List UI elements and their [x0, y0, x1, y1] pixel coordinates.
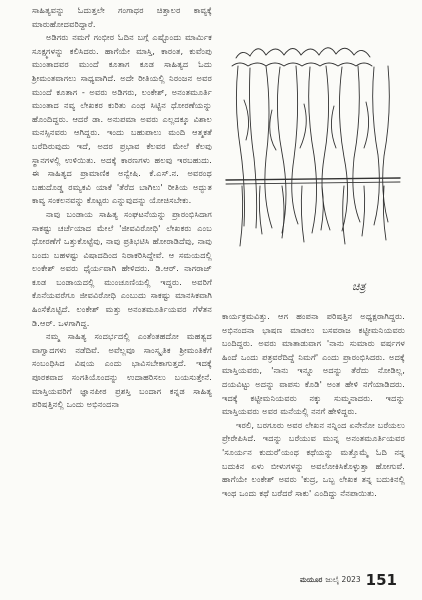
paragraph: ಕಾರ್ಯಕ್ರಮವಿತ್ತು. ಆಗ ಹಂಪನಾ ಪರಿಷತ್ತಿನ ಅಧ್ಯಕ್ಷರಾಗಿದ್ದರು. ಅಭಿನಂದನಾ ಭಾಷಣ ಮಾಡಲು ಬಸವರಾಜ ಕಟ್ಟೀಮನಿಯವರು ಬಂದಿದ್ದರು. ಅವರು ಮಾತಾಡುವಾಗ 'ನಾನು ಸುಮಾರು ವರ್ಷಗಳ ಹಿಂದೆ ಒಂದು ಪತ್ರವರೆದಿದ್ದೆ ನಿಮಗೆ' ಎಂದು ಪ್ರಾರಂಭಿಸಿದರು. ಅದಕ್ಕೆ ಮಾಸ್ತಿಯವರು, 'ನಾನು ಇನ್ನೂ ಅದನ್ನು ತೆರೆದು ನೋಡಿಲ್ಲ, ದಯವಿಟ್ಟು ಅದನ್ನು ವಾಪಸು ಕೊಡಿ' ಅಂತ ಹೇಳಿ ನಗೆಯಾಡಿದರು. ಇದಕ್ಕೆ ಕಟ್ಟೀಮನಿಯವರು ನಕ್ಕು ಸುಮ್ಮನಾದರು. ಇದನ್ನು ಮಾಸ್ತಿಯವರು ಅವರ ಮನೆಯಲ್ಲಿ ನನಗೆ ಹೇಳಿದ್ದರು. — [222, 311, 405, 417]
artist-signature: ಚಿತ್ರ — [352, 280, 366, 293]
paragraph: ನಾವು ಬಂಡಾಯ ಸಾಹಿತ್ಯ ಸಂಘಟನೆಯನ್ನು ಪ್ರಾರಂಭಿಸಿದಾಗ ಸಾಕಷ್ಟು ಚರ್ಚೆಯಾದ ಮೇಲೆ 'ಜೀವವಿರೋಧಿ' ಲೇಖಕರು ಎಂಬ ಧೋರಣೆಗೆ ಒತ್ತುಕೊಟ್ಟೆವು, ನಾವು ಪ್ರತಿಭಟಿಸಿ ಹೋರಾಡಿದೆವು, ನಾವು ಬಂದು ಬಹಳಷ್ಟು ವಿಷಾದದಿಂದ ನಿರಾಕರಿಸಿದ್ದೇವೆ. ಆ ಸಮಯದಲ್ಲಿ ಲಂಕೇಶ್ ಅವರು ಧೈರ್ಯವಾಗಿ ಹೇಳಿದರು. ಡಿ.ಆರ್. ನಾಗರಾಜ್ ಕೂಡ ಬಂಡಾಯದಲ್ಲಿ ಮುಂಚೂಣಿಯಲ್ಲಿ ಇದ್ದರು. ಅವರಿಗೆ ಕೊನೆಯವರೆಗೂ ಜೀವವಿರೋಧಿ ಎಂಬುದು ಸಾಕಷ್ಟು ಮಾನಸಿಕವಾಗಿ ಹಿಂಸೆಕೊಟ್ಟಿದೆ. ಲಂಕೇಶ್ ಮತ್ತು ಅನಂತಮೂರ್ತಿಯವರ ಗೆಳೆತನ ಡಿ.ಆರ್. ಒಳಗಾಗಿದ್ದ. — [32, 208, 212, 328]
magazine-name: ಮಯೂರ — [300, 575, 323, 584]
line-drawing-illustration — [222, 40, 404, 302]
page-number: 151 — [365, 571, 397, 589]
issue-date: ಜುಲೈ 2023 — [325, 575, 361, 584]
page-footer — [300, 570, 410, 590]
paragraph: ಸಾಹಿತ್ಯವನ್ನು ಓದುತ್ತಲೇ ಗಂಗಾಧರ ಚಿತ್ತಾಲರ ಕಾವ್ಯಕ್ಕೆ ಮಾರುಹೋದವರಿದ್ದಾರೆ. — [32, 5, 212, 29]
paragraph: ನಮ್ಮ ಸಾಹಿತ್ಯ ಸಂದರ್ಭದಲ್ಲಿ ಎಂತೆಂತಹದೋ ಮಹತ್ವದ ವಾಗ್ವಾದಗಳು ನಡೆದಿವೆ. ಅವೆಲ್ಲವೂ ಸಾಂಸ್ಕೃತಿಕ ಶ್ರೀಮಂತಿಕೆಗೆ ಸಂಬಂಧಿಸಿದ ವಿಷಯ ಎಂದು ಭಾವಿಸಬೇಕಾಗುತ್ತದೆ. ಇದಕ್ಕೆ ಪೂರಕವಾದ ಸಂಗತಿಯೊಂದನ್ನು ಉದಾಹರಿಸಲು ಬಯಸುತ್ತೇನೆ. ಮಾಸ್ತಿಯವರಿಗೆ ಜ್ಞಾನಪೀಠ ಪ್ರಶಸ್ತಿ ಬಂದಾಗ ಕನ್ನಡ ಸಾಹಿತ್ಯ ಪರಿಷತ್ತಿನಲ್ಲಿ ಒಂದು ಅಭಿನಂದನಾ — [32, 331, 212, 410]
right-text-column — [222, 310, 405, 500]
paragraph: ಇರಲಿ, ಬರಗೂರು ಅವರ ಲೇಖನ ನನ್ನಿಂದ ಏನೇನೋ ಬರೆಯಲು ಪ್ರೇರೇಪಿಸಿದೆ. ಇದನ್ನು ಬರೆಯುವ ಮುನ್ನ ಅನಂತಮೂರ್ತಿಯವರ 'ಸೂರ್ಯನ ಕುದುರೆ'ಯಂಥ ಕಥೆಯನ್ನು ಮತ್ತೊಮ್ಮೆ ಓದಿ ನನ್ನ ಬದುಕಿನ ಏಳು ಬೀಳುಗಳನ್ನು ಅವಲೋಕಿಸಿಕೊಳ್ಳುತ್ತಾ ಹೋಗುವೆ. ಹಾಗೆಯೇ ಲಂಕೇಶ್ ಅವರು 'ಕುದ್ರ, ಒಬ್ಬ ಲೇಖಕ ತನ್ನ ಬದುಕಿನಲ್ಲಿ ಇಂಥ ಒಂದು ಕಥೆ ಬರೆದರೆ ಸಾಕು' ಎಂದಿದ್ದು ನೆನಪಾಯಿತು. — [222, 419, 405, 498]
paragraph: ಅಡಿಗರು ನಮಗೆ ಗಂಭೀರ ಓದಿನ ಬಗ್ಗೆ ಎಷ್ಟೊಂದು ಮಾರ್ಮಿಕ ಸೂಕ್ಷ್ಮಗಳನ್ನು ಕಲಿಸಿದರು. ಹಾಗೆಯೇ ಮಾಸ್ತಿ, ಕಾರಂತ, ಕುವೆಂಪು ಮುಂತಾದವರ ಮುಂದೆ ಕೂತಾಗ ಕೂಡ ಸಾಹಿತ್ಯದ ಓದು ಶ್ರೀಮಂತವಾಗಲು ಸಾಧ್ಯವಾಗಿದೆ. ಅದೇ ರೀತಿಯಲ್ಲಿ ನಿರಂಜನ ಅವರ ಮುಂದೆ ಕೂತಾಗ - ಅವರು ಅಡಿಗರು, ಲಂಕೇಶ್, ಅನಂತಮೂರ್ತಿ ಮುಂತಾದ ನವ್ಯ ಲೇಖಕರ ಕುರಿತು ಎಂಥ ಸಿಟ್ಟಿನ ಧೋರಣೆಯನ್ನು ಹೊಂದಿದ್ದರು. ಆದರೆ ಡಾ. ಅನುಪಮಾ ಅವರು ಎಲ್ಲದಕ್ಕೂ ವಿಶಾಲ ಮನಸ್ಸಿನವರು ಆಗಿದ್ದರು. ಇಂದು ಬಹುಪಾಲು ಮಂದಿ ಆತ್ಮಕತೆ ಬರೆದಿರುವುದು ಇದೆ, ಅದರ ಪ್ರಭಾವ ಕೆಲವರ ಮೇಲೆ ಕೆಲವು ಸ್ಥಾನಗಳಲ್ಲಿ ಉಳಿಯಿತು. ಅದಕ್ಕೆ ಕಾರಣಗಳು ಹಲವು ಇರಬಹುದು. ಈ ಸಾಹಿತ್ಯದ ಪ್ರಾಮಾಣಿಕ ಅನ್ವೇಷಿ. ಕೆ.ಎಸ್.ನ. ಅವರಂಥ ಬಹುದೊಡ್ಡ ರಮ್ಯಕವಿ ಯಾಕೆ 'ತೆರೆದ ಬಾಗಿಲು' ರೀತಿಯ ಅದ್ಭುತ ಕಾವ್ಯ ಸಂಕಲನವನ್ನು ಕೊಟ್ಟರು ಎನ್ನುವುದನ್ನು ಯೋಚಿಸಬೇಕು. — [32, 32, 212, 206]
left-text-column — [32, 4, 212, 412]
